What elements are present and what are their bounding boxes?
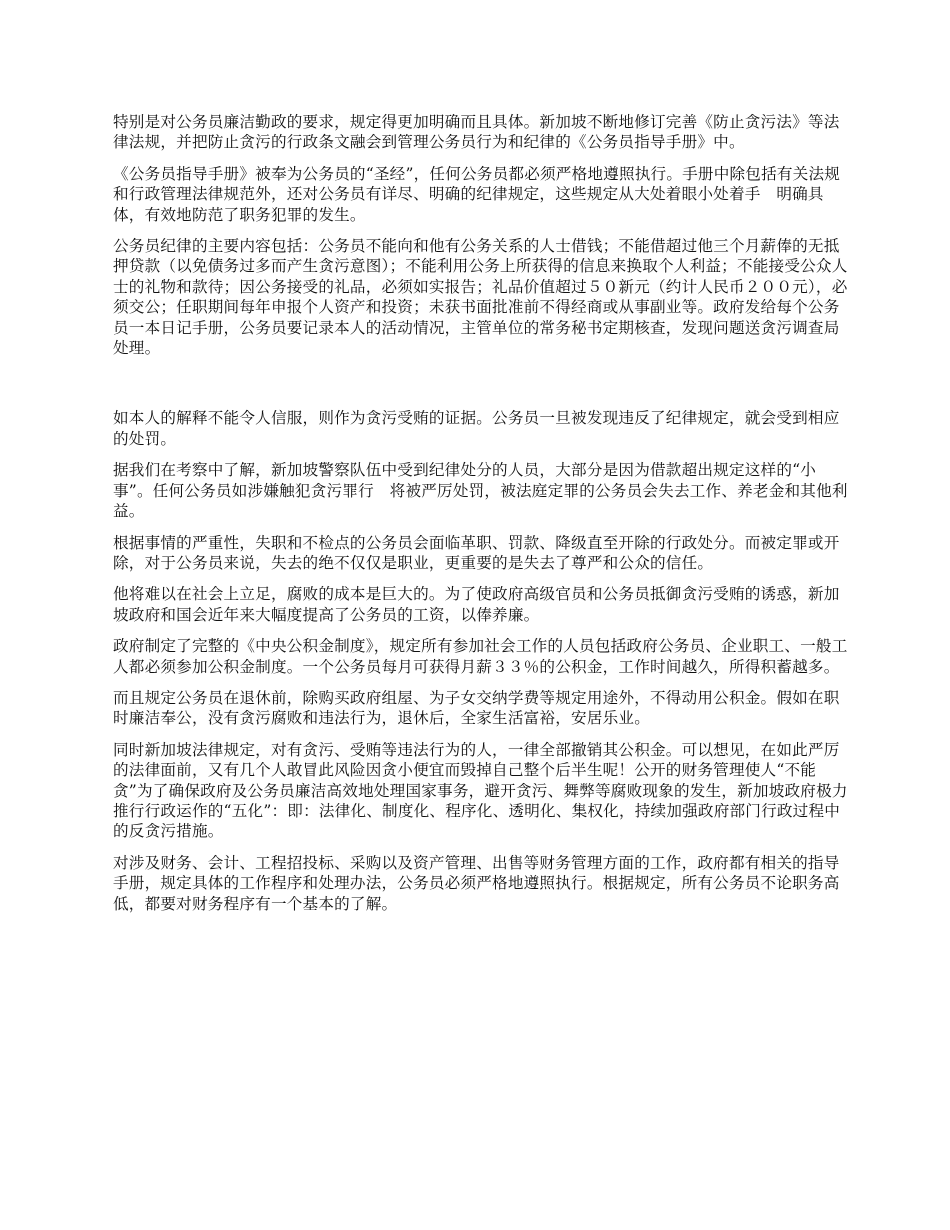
paragraph-6: 根据事情的严重性，失职和不检点的公务员会面临革职、罚款、降级直至开除的行政处分。而被定罪或开除，对于公务员来说，失去的绝不仅仅是职业，更重要的是失去了尊严和公众的信任。 <box>113 533 840 572</box>
paragraph-10: 同时新加坡法律规定，对有贪污、受贿等违法行为的人，一律全部撤销其公积金。可以想见，在如此严厉的法律面前，又有几个人敢冒此风险因贪小便宜而毁掉自己整个后半生呢！公开的财务管理使人“不能贪”为了确保政府及公务员廉洁高效地处理国家事务，避开贪污、舞弊等腐败现象的发生，新加坡政府极力推行行政运作的“五化”：即：法律化、制度化、程序化、透明化、集权化，持续加强政府部门行政过程中的反贪污措施。 <box>113 740 848 841</box>
document-page <box>113 112 855 925</box>
paragraph-9: 而且规定公务员在退休前，除购买政府组屋、为子女交纳学费等规定用途外，不得动用公积金。假如在职时廉洁奉公，没有贪污腐败和违法行为，退休后，全家生活富裕，安居乐业。 <box>113 688 840 728</box>
paragraph-3: 公务员纪律的主要内容包括：公务员不能向和他有公务关系的人士借钱；不能借超过他三个月薪俸的无抵押贷款（以免债务过多而产生贪污意图）；不能利用公务上所获得的信息来换取个人利益；不能接受公众人士的礼物和款待；因公务接受的礼品，必须如实报告；礼品价值超过５０新元（约计人民币２００元），必须交公；任职期间每年申报个人资产和投资；未获书面批准前不得经商或从事副业等。政府发给每个公务员一本日记手册，公务员要记录本人的活动情况，主管单位的常务秘书定期核查，发现问题送贪污调查局处理。 <box>113 237 848 358</box>
paragraph-4: 如本人的解释不能令人信服，则作为贪污受贿的证据。公务员一旦被发现违反了纪律规定，就会受到相应的处罚。 <box>113 409 840 448</box>
paragraph-2: 《公务员指导手册》被奉为公务员的“圣经”，任何公务员都必须严格地遵照执行。手册中除包括有关法规和行政管理法律规范外，还对公务员有详尽、明确的纪律规定，这些规定从大处着眼小处着手 明确具体，有效地防范了职务犯罪的发生。 <box>113 164 841 224</box>
paragraph-1: 特别是对公务员廉洁勤政的要求，规定得更加明确而且具体。新加坡不断地修订完善《防止贪污法》等法律法规，并把防止贪污的行政条文融会到管理公务员行为和纪律的《公务员指导手册》中。 <box>113 113 840 152</box>
paragraph-7: 他将难以在社会上立足，腐败的成本是巨大的。为了使政府高级官员和公务员抵御贪污受贿的诱惑，新加坡政府和国会近年来大幅度提高了公务员的工资，以俸养廉。 <box>113 585 840 624</box>
paragraph-11: 对涉及财务、会计、工程招投标、采购以及资产管理、出售等财务管理方面的工作，政府都有相关的指导手册，规定具体的工作程序和处理办法，公务员必须严格地遵照执行。根据规定，所有公务员不论职务高低，都要对财务程序有一个基本的了解。 <box>113 853 840 913</box>
section-gap <box>113 369 855 408</box>
paragraph-5: 据我们在考察中了解，新加坡警察队伍中受到纪律处分的人员，大部分是因为借款超出规定这样的“小事”。任何公务员如涉嫌触犯贪污罪行 将被严厉处罚，被法庭定罪的公务员会失去工作、养老金和其他利益。 <box>113 461 848 521</box>
paragraph-8: 政府制定了完整的《中央公积金制度》，规定所有参加社会工作的人员包括政府公务员、企业职工、一般工人都必须参加公积金制度。一个公务员每月可获得月薪３３％的公积金，工作时间越久，所得积蓄越多。 <box>113 637 848 676</box>
